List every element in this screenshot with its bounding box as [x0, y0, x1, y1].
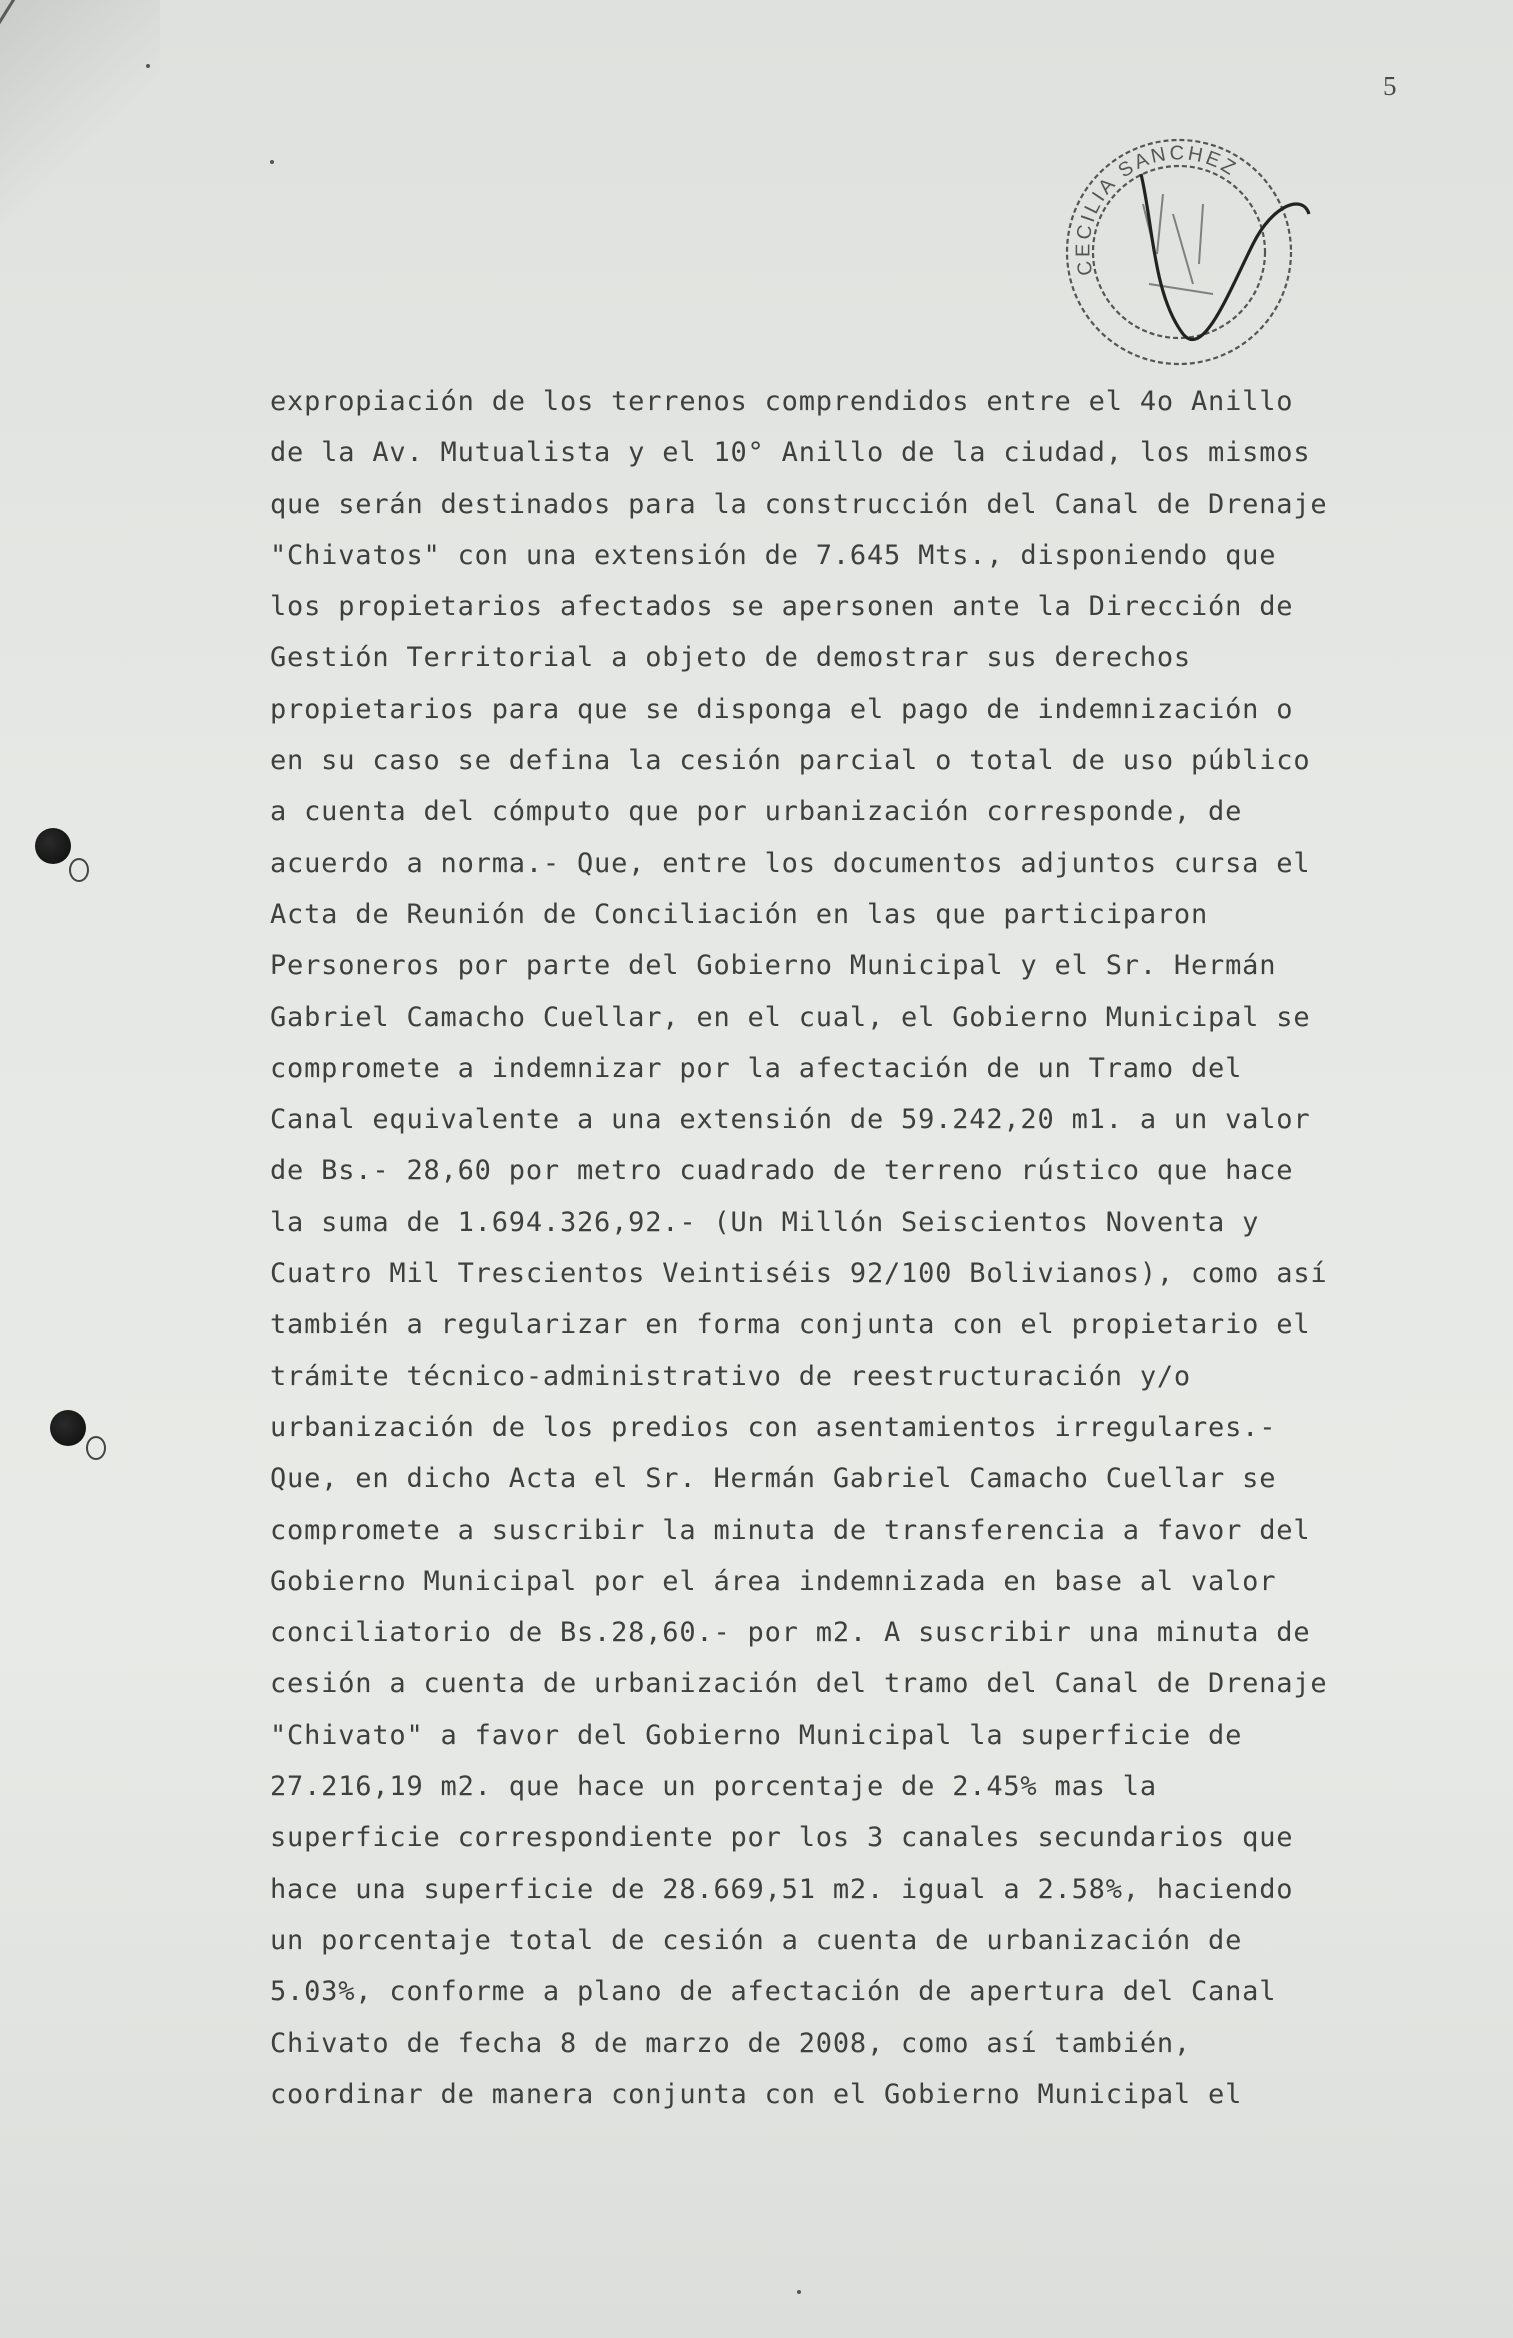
body-line: acuerdo a norma.- Que, entre los documentos adjuntos cursa el — [270, 847, 1311, 879]
seal-ring-text: CECILIA SANCHEZ — [1072, 142, 1242, 278]
body-line: 27.216,19 m2. que hace un porcentaje de 2.45% mas la — [270, 1771, 1157, 1803]
body-line: compromete a suscribir la minuta de transferencia a favor del — [270, 1514, 1311, 1546]
punch-hole — [50, 1410, 86, 1446]
body-line: "Chivato" a favor del Gobierno Municipal la superficie de — [270, 1719, 1243, 1751]
body-line: Gestión Territorial a objeto de demostrar sus derechos — [270, 642, 1191, 674]
punch-hole-mark — [86, 1436, 106, 1460]
body-line: Chivato de fecha 8 de marzo de 2008, como así también, — [270, 2027, 1191, 2059]
body-line: a cuenta del cómputo que por urbanización corresponde, de — [270, 796, 1243, 828]
body-line: Canal equivalente a una extensión de 59.242,20 m1. a un valor — [270, 1104, 1311, 1136]
page-number: 5 — [1383, 71, 1397, 101]
body-line: coordinar de manera conjunta con el Gobierno Municipal el — [270, 2078, 1243, 2110]
punch-hole-mark — [69, 858, 89, 882]
scan-speck — [797, 2290, 801, 2294]
page-corner-shadow — [0, 0, 160, 240]
body-line: Cuatro Mil Trescientos Veintiséis 92/100 Bolivianos), como así — [270, 1258, 1328, 1290]
body-line: en su caso se defina la cesión parcial o total de uso público — [270, 745, 1311, 777]
punch-hole — [35, 828, 71, 864]
body-line: propietarios para que se disponga el pago de indemnización o — [270, 693, 1294, 725]
document-body-text — [270, 376, 1420, 2120]
notary-seal — [1053, 134, 1317, 374]
body-line: Gabriel Camacho Cuellar, en el cual, el Gobierno Municipal se — [270, 1001, 1311, 1033]
body-line: superficie correspondiente por los 3 canales secundarios que — [270, 1822, 1294, 1854]
body-line: Acta de Reunión de Conciliación en las que participaron — [270, 898, 1209, 930]
body-line: de la Av. Mutualista y el 10° Anillo de la ciudad, los mismos — [270, 437, 1311, 469]
signature-stroke — [1141, 174, 1309, 340]
body-line: expropiación de los terrenos comprendidos entre el 4o Anillo — [270, 386, 1294, 417]
body-line: urbanización de los predios con asentamientos irregulares.- — [270, 1411, 1277, 1443]
body-line: la suma de 1.694.326,92.- (Un Millón Seiscientos Noventa y — [270, 1206, 1260, 1238]
body-line: "Chivatos" con una extensión de 7.645 Mts., disponiendo que — [270, 539, 1277, 571]
body-line: los propietarios afectados se apersonen ante la Dirección de — [270, 591, 1294, 623]
body-line: hace una superficie de 28.669,51 m2. igual a 2.58%, haciendo — [270, 1873, 1294, 1905]
body-line: Que, en dicho Acta el Sr. Hermán Gabriel Camacho Cuellar se — [270, 1463, 1277, 1495]
scan-speck — [270, 160, 274, 164]
body-line: un porcentaje total de cesión a cuenta de urbanización de — [270, 1924, 1243, 1956]
body-line: trámite técnico-administrativo de reestructuración y/o — [270, 1360, 1191, 1392]
body-line: de Bs.- 28,60 por metro cuadrado de terreno rústico que hace — [270, 1155, 1294, 1187]
scan-speck — [146, 64, 150, 68]
body-line: que serán destinados para la construcción del Canal de Drenaje — [270, 488, 1328, 520]
body-line: Gobierno Municipal por el área indemnizada en base al valor — [270, 1565, 1277, 1597]
svg-text:CECILIA SANCHEZ — [1072, 142, 1241, 277]
body-line: cesión a cuenta de urbanización del tramo del Canal de Drenaje — [270, 1668, 1328, 1700]
body-line: conciliatorio de Bs.28,60.- por m2. A suscribir una minuta de — [270, 1617, 1311, 1649]
body-line: 5.03%, conforme a plano de afectación de apertura del Canal — [270, 1976, 1277, 2008]
body-line: compromete a indemnizar por la afectación de un Tramo del — [270, 1052, 1243, 1084]
body-line: Personeros por parte del Gobierno Municipal y el Sr. Hermán — [270, 950, 1277, 982]
body-line: también a regularizar en forma conjunta con el propietario el — [270, 1309, 1311, 1341]
